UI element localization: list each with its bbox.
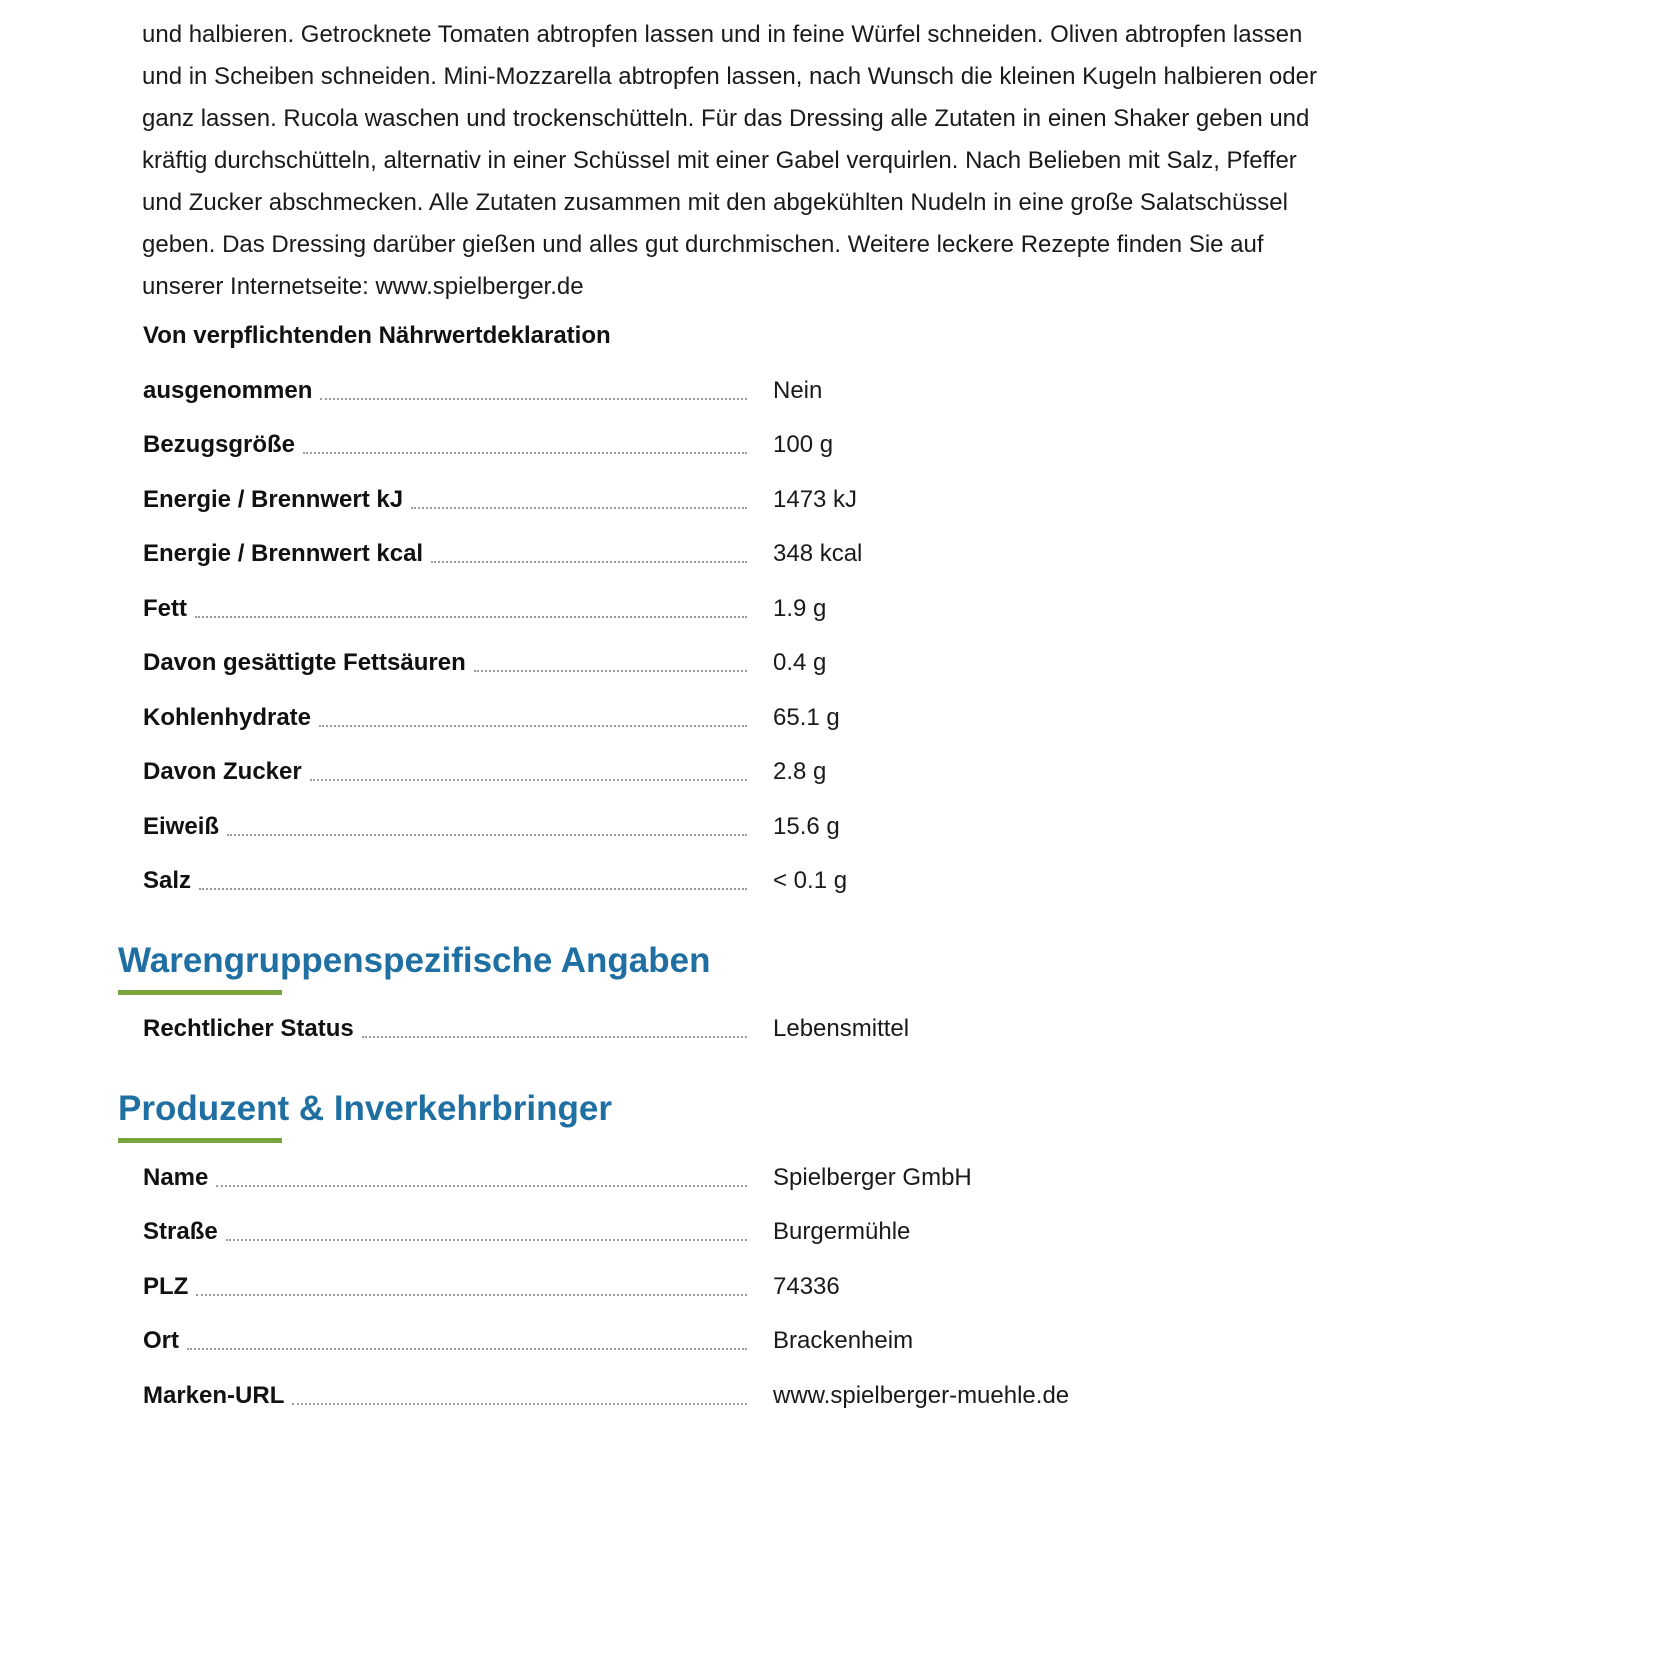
- section-title-product-group: Warengruppenspezifische Angaben: [118, 941, 711, 980]
- preparation-line: unserer Internetseite: www.spielberger.de: [142, 273, 584, 300]
- preparation-line: und halbieren. Getrocknete Tomaten abtropfen lassen und in feine Würfel schneiden. Oliven abtropfen lassen: [142, 21, 1303, 48]
- row-value: 348 kcal: [773, 540, 863, 567]
- row-label: Salz: [143, 867, 192, 894]
- row-value: 2.8 g: [773, 758, 827, 785]
- row-label: ausgenommen: [143, 377, 313, 404]
- leader-dots: [319, 725, 747, 727]
- nutrition-row-salt: [143, 862, 1243, 902]
- row-label: Davon gesättigte Fettsäuren: [143, 649, 466, 676]
- preparation-line: und Zucker abschmecken. Alle Zutaten zusammen mit den abgekühlten Nudeln in eine große Salatschüssel: [142, 189, 1288, 216]
- nutrition-row-fat: [143, 590, 1243, 630]
- row-label: Kohlenhydrate: [143, 704, 312, 731]
- leader-dots: [292, 1403, 747, 1405]
- preparation-line: und in Scheiben schneiden. Mini-Mozzarella abtropfen lassen, nach Wunsch die kleinen Kugeln halbieren oder: [142, 63, 1317, 90]
- nutrition-row-energy-kj: [143, 481, 1243, 521]
- row-value: 74336: [773, 1273, 840, 1300]
- row-value: 1.9 g: [773, 595, 827, 622]
- row-value: Burgermühle: [773, 1218, 911, 1245]
- product-group-row-legal-status: [143, 1010, 1243, 1050]
- row-label: Rechtlicher Status: [143, 1015, 354, 1042]
- preparation-line: kräftig durchschütteln, alternativ in einer Schüssel mit einer Gabel verquirlen. Nach Belieben mit Salz, Pfeffer: [142, 147, 1297, 174]
- producer-row-brand-url: [143, 1377, 1243, 1417]
- nutrition-row-energy-kcal: [143, 535, 1243, 575]
- leader-dots: [320, 398, 747, 400]
- nutrition-row-saturated-fat: [143, 644, 1243, 684]
- row-label: Marken-URL: [143, 1382, 285, 1409]
- row-value: 0.4 g: [773, 649, 827, 676]
- row-value: Spielberger GmbH: [773, 1164, 972, 1191]
- leader-dots: [431, 561, 747, 563]
- leader-dots: [195, 616, 747, 618]
- leader-dots: [227, 834, 747, 836]
- row-value: Nein: [773, 377, 823, 404]
- leader-dots: [196, 1294, 747, 1296]
- leader-dots: [199, 888, 747, 890]
- leader-dots: [362, 1036, 747, 1038]
- leader-dots: [226, 1239, 747, 1241]
- leader-dots: [216, 1185, 747, 1187]
- row-label: PLZ: [143, 1273, 189, 1300]
- row-label: Straße: [143, 1218, 218, 1245]
- row-value: 1473 kJ: [773, 486, 858, 513]
- row-label: Energie / Brennwert kJ: [143, 486, 404, 513]
- row-label: Davon Zucker: [143, 758, 302, 785]
- row-value: 15.6 g: [773, 813, 840, 840]
- producer-row-city: [143, 1322, 1243, 1362]
- producer-row-name: [143, 1159, 1243, 1199]
- section-title-underline: [118, 1138, 282, 1143]
- section-title-underline: [118, 990, 282, 995]
- leader-dots: [411, 507, 747, 509]
- leader-dots: [474, 670, 747, 672]
- preparation-text: [142, 14, 1412, 308]
- row-label: Energie / Brennwert kcal: [143, 540, 424, 567]
- nutrition-row-carbohydrates: [143, 699, 1243, 739]
- producer-row-street: [143, 1213, 1243, 1253]
- row-value: 100 g: [773, 431, 834, 458]
- producer-row-postal-code: [143, 1268, 1243, 1308]
- row-label: Fett: [143, 595, 187, 622]
- preparation-line: ganz lassen. Rucola waschen und trockenschütteln. Für das Dressing alle Zutaten in einen Shaker geben und: [142, 105, 1310, 132]
- leader-dots: [187, 1348, 747, 1350]
- row-label: Bezugsgröße: [143, 431, 296, 458]
- row-value: Lebensmittel: [773, 1015, 910, 1042]
- preparation-line: geben. Das Dressing darüber gießen und alles gut durchmischen. Weitere leckere Rezepte finden Sie auf: [142, 231, 1264, 258]
- row-label: Eiweiß: [143, 813, 220, 840]
- row-value: < 0.1 g: [773, 867, 848, 894]
- nutrition-row-protein: [143, 808, 1243, 848]
- nutrition-row-sugar: [143, 753, 1243, 793]
- row-value: Brackenheim: [773, 1327, 914, 1354]
- nutrition-declaration-label: Von verpflichtenden Nährwertdeklaration: [143, 322, 611, 349]
- row-label: Name: [143, 1164, 209, 1191]
- leader-dots: [303, 452, 747, 454]
- leader-dots: [310, 779, 747, 781]
- row-label: Ort: [143, 1327, 179, 1354]
- row-value: www.spielberger-muehle.de: [773, 1382, 1070, 1409]
- row-value: 65.1 g: [773, 704, 840, 731]
- nutrition-row-reference-size: [143, 426, 1243, 466]
- section-title-producer: Produzent & Inverkehrbringer: [118, 1089, 612, 1128]
- nutrition-row-exempt: [143, 372, 1243, 412]
